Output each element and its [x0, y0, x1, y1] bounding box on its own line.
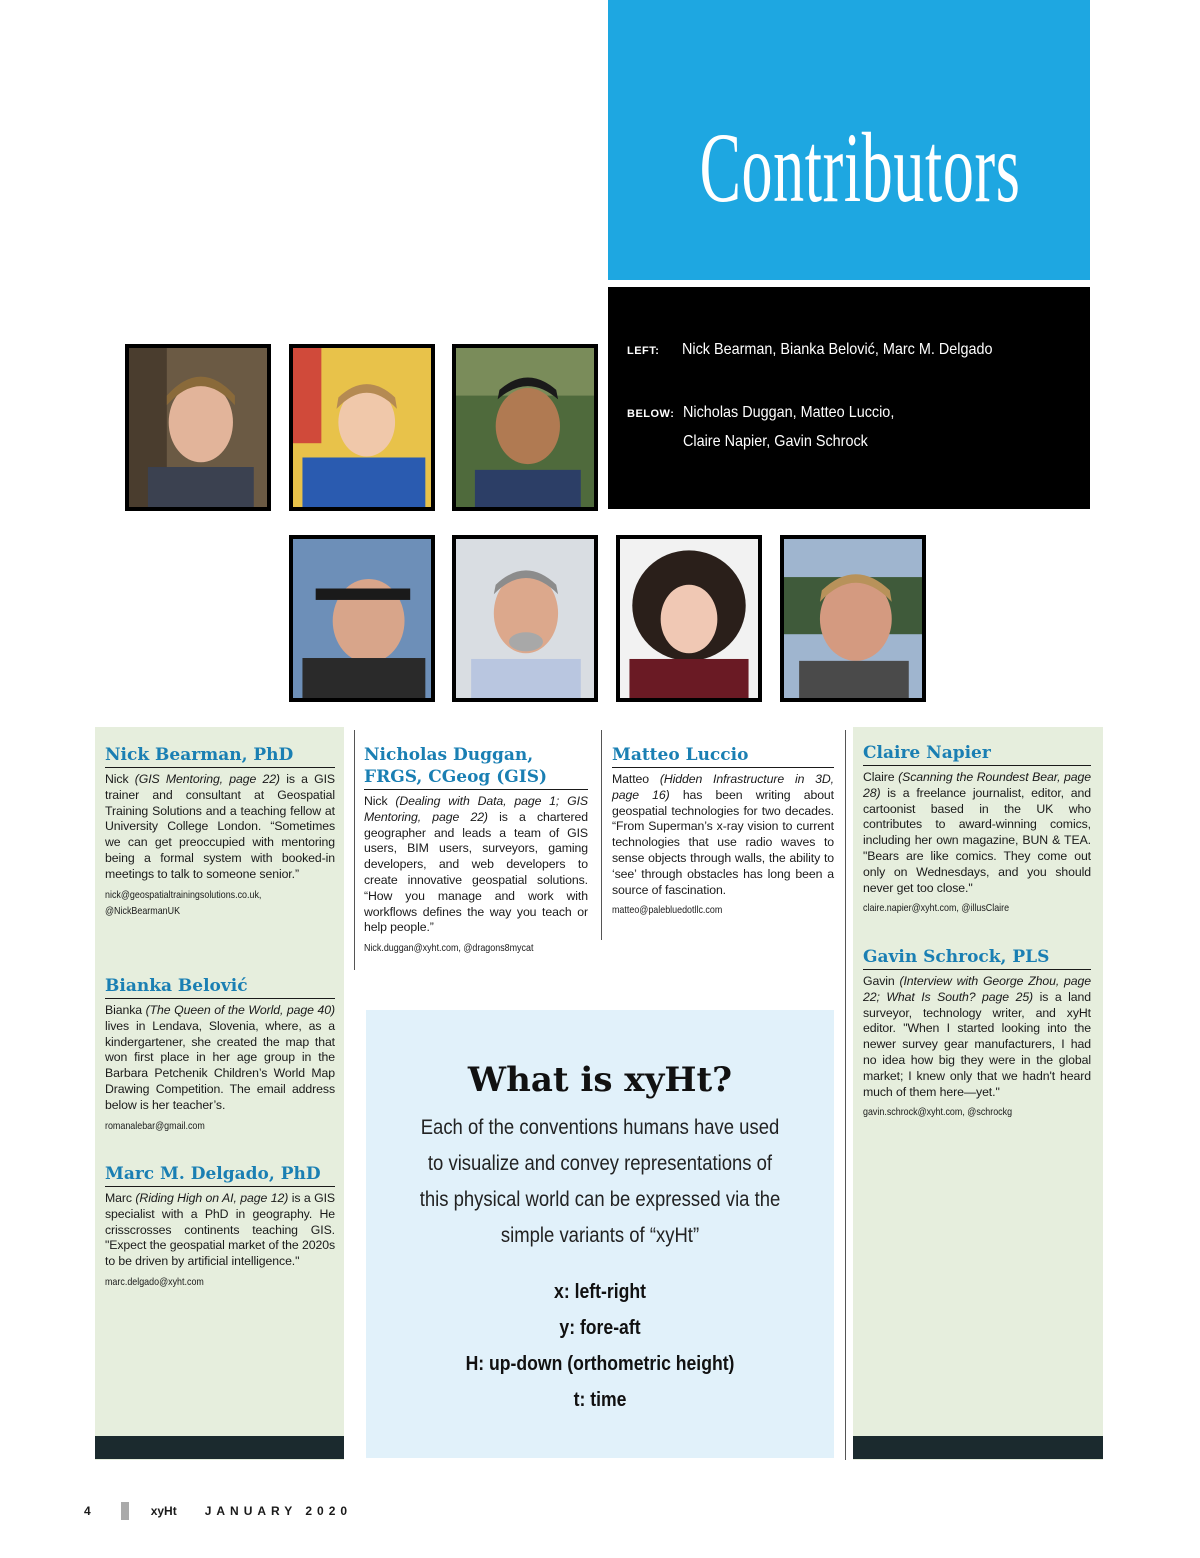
xyht-variants-list [394, 1274, 806, 1418]
photo-nick-bearman [125, 344, 271, 511]
bio-gavin-schrock [863, 946, 1091, 1120]
xyht-description: Each of the conventions humans have used to visualize and convey representations of this physical world can be expressed via the simple variants of “xyHt” [419, 1116, 781, 1247]
photo-gavin-schrock [780, 535, 926, 702]
caption-below-key: BELOW: [627, 408, 675, 420]
bio-name: Matteo Luccio [612, 744, 834, 768]
bio-contact: romanalebar@gmail.com [105, 1119, 205, 1132]
bio-text: Marc (Riding High on AI, page 12) is a GIS specialist with a PhD in geography. He crisscrosses continents teaching GIS. "Expect the geospatial market of the 2020s to be driven by artificial intelligence." [105, 1191, 335, 1269]
what-is-xyht-box [366, 1010, 834, 1458]
bio-contact: Nick.duggan@xyht.com, @dragons8mycat [364, 942, 534, 955]
caption-below-line2: Claire Napier, Gavin Schrock [683, 433, 868, 450]
bio-matteo-luccio [612, 744, 834, 918]
bio-contact: @NickBearmanUK [105, 904, 181, 917]
page-title: Contributors [699, 112, 1021, 223]
xyht-variant: y: fore-aft [559, 1317, 641, 1339]
bio-text: Claire (Scanning the Roundest Bear, page 28) is a freelance journalist, editor, and cartoonist based in the UK who contributes to award-winning comics, including her own magazine, BUN & TEA. "Bears are like comics. They come out only on Wednesdays, and you should never get too close." [863, 770, 1091, 895]
caption-below-line1: Nicholas Duggan, Matteo Luccio, [683, 404, 895, 421]
xyht-variant: x: left-right [554, 1281, 646, 1303]
bio-name: Marc M. Delgado, PhD [105, 1163, 335, 1187]
xyht-heading: What is xyHt? [467, 1060, 733, 1100]
xyht-variant: H: up-down (orthometric height) [465, 1353, 735, 1375]
bio-contact: gavin.schrock@xyht.com, @schrockg [863, 1106, 1013, 1119]
bio-text: Matteo (Hidden Infrastructure in 3D, page 16) has been writing about geospatial technologies for two decades. “From Superman’s x-ray vision to current technologies that use radio waves to sense objects through walls, the ability to ‘see’ through obstacles has long been a source of fascination. [612, 772, 834, 897]
photo-marc-delgado [452, 344, 598, 511]
right-column-footer-bar [853, 1436, 1103, 1459]
column-divider [354, 730, 355, 970]
footer-brand: xyHt [150, 1504, 177, 1518]
caption-left-names: Nick Bearman, Bianka Belović, Marc M. Delgado [682, 341, 993, 358]
bio-name: Bianka Belović [105, 975, 335, 999]
footer-date: JANUARY 2020 [204, 1504, 353, 1518]
photo-claire-napier [616, 535, 762, 702]
column-divider [845, 730, 846, 1460]
bio-text: Bianka (The Queen of the World, page 40) lives in Lendava, Slovenia, where, as a kindergartener, she created the map that won first place in her age group in the Barbara Petchenik Children’s World Map Drawing Competition. The email address below is her teacher’s. [105, 1003, 335, 1112]
bio-text: Nick (Dealing with Data, page 1; GIS Mentoring, page 22) is a chartered geographer and leads a team of GIS users, BIM users, surveyors, gaming developers, and web developers to create innovative geospatial solutions. “How you manage and work with workflows defines the way you teach or help people.” [364, 794, 588, 935]
bio-name: Nicholas Duggan, FRGS, CGeog (GIS) [364, 744, 588, 790]
page-number: 4 [84, 1504, 91, 1518]
column-divider [601, 730, 602, 940]
photo-bianka-belovic [289, 344, 435, 511]
bio-claire-napier [863, 742, 1091, 916]
photo-caption-box [608, 287, 1090, 509]
xyht-variant: t: time [573, 1389, 627, 1411]
title-banner [608, 0, 1090, 280]
bio-name: Claire Napier [863, 742, 1091, 766]
bio-name: Gavin Schrock, PLS [863, 946, 1091, 970]
bio-bianka-belovic [105, 975, 335, 1134]
left-column-footer-bar [95, 1436, 344, 1459]
bio-nick-bearman [105, 744, 335, 919]
page-footer [84, 1502, 352, 1520]
bio-name: Nick Bearman, PhD [105, 744, 335, 768]
photo-nicholas-duggan [289, 535, 435, 702]
bio-contact: nick@geospatialtrainingsolutions.co.uk, [105, 888, 262, 901]
footer-divider [121, 1502, 129, 1520]
bio-contact: claire.napier@xyht.com, @illusClaire [863, 902, 1010, 915]
bio-text: Nick (GIS Mentoring, page 22) is a GIS trainer and consultant at Geospatial Training Solutions and a teaching fellow at University College London. “Sometimes we can get preoccupied with mentoring being a formal system with booked-in meetings to talk to someone senior.” [105, 772, 335, 881]
photo-matteo-luccio [452, 535, 598, 702]
bio-marc-delgado [105, 1163, 335, 1290]
bio-nicholas-duggan [364, 744, 588, 956]
bio-contact: marc.delgado@xyht.com [105, 1275, 204, 1288]
bio-text: Gavin (Interview with George Zhou, page 22; What Is South? page 25) is a land surveyor, technology writer, and xyHt editor. "When I started looking into the newer survey gear manufacturers, I had no idea how big they were in the global market; I knew only that we hadn't heard much of them here—yet." [863, 974, 1091, 1099]
bio-contact: matteo@palebluedotllc.com [612, 904, 723, 917]
caption-left-key: LEFT: [627, 345, 660, 357]
